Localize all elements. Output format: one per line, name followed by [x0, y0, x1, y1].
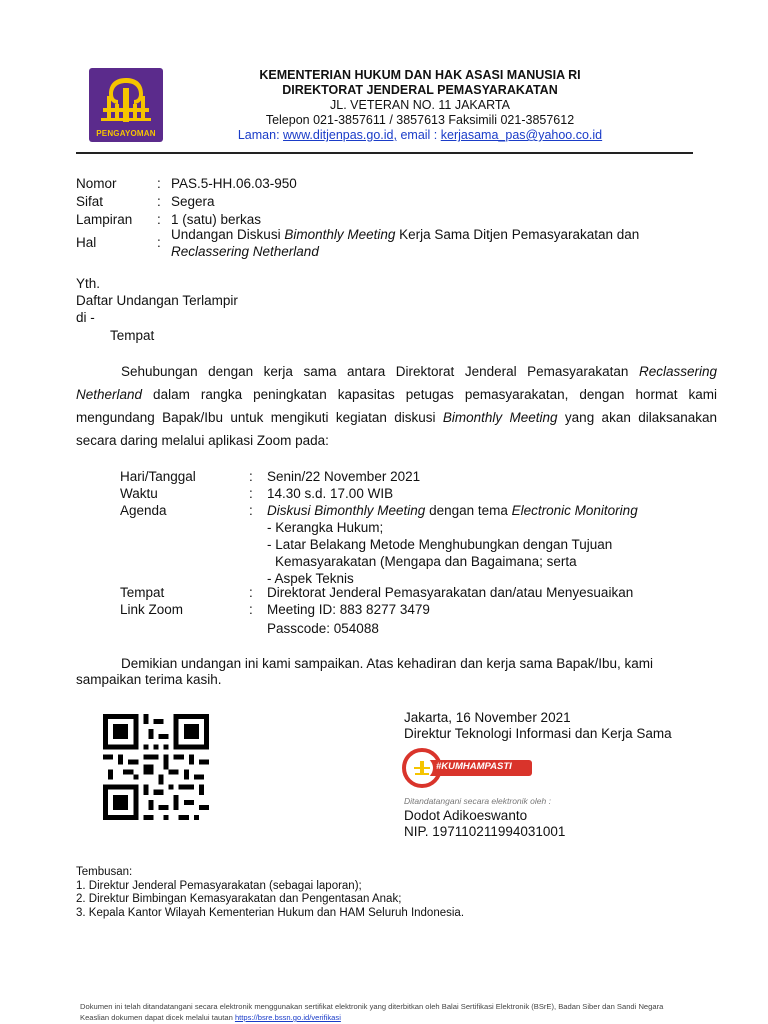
- agenda-item: - Latar Belakang Metode Menghubungkan dengan Tujuan: [267, 537, 613, 552]
- hal-label: Hal: [76, 235, 97, 250]
- footer-line-1: Dokumen ini telah ditandatangani secara elektronik menggunakan sertifikat elektronik yang diterbitkan oleh Balai Sertifikasi Elektronik (BSrE), Badan Siber dan Sandi Negara: [80, 1002, 664, 1011]
- bsre-verify-link[interactable]: https://bsre.bssn.go.id/verifikasi: [234, 1013, 341, 1022]
- ministry-logo: [89, 68, 163, 142]
- lampiran-value: 1 (satu) berkas: [171, 212, 262, 227]
- waktu-value: 14.30 s.d. 17.00 WIB: [267, 486, 394, 501]
- agenda-item: - Aspek Teknis: [267, 571, 354, 586]
- p1-a: Sehubungan dengan kerja sama antara Direktorat Jenderal Pemasyarakatan: [121, 364, 639, 379]
- agenda-c: Electronic Monitoring: [511, 503, 638, 518]
- footer-line-2: [80, 1012, 710, 1023]
- hari-label: Hari/Tanggal: [120, 469, 196, 484]
- signer-name: Dodot Adikoeswanto: [404, 808, 528, 823]
- nomor-value: PAS.5-HH.06.03-950: [171, 176, 297, 191]
- web-email-line: [170, 128, 670, 143]
- stamp-text: #KUMHAMPASTI: [436, 761, 512, 772]
- tembusan-item: 3. Kepala Kantor Wilayah Kementerian Hukum dan HAM Seluruh Indonesia.: [76, 906, 465, 919]
- closing-line-2: sampaikan terima kasih.: [76, 672, 222, 687]
- hal-text-a: Undangan Diskusi: [171, 227, 285, 242]
- hari-value: Senin/22 November 2021: [267, 469, 421, 484]
- waktu-label: Waktu: [120, 486, 158, 501]
- agenda-item-cont: Kemasyarakatan (Mengapa dan Bagaimana; serta: [275, 554, 577, 569]
- nomor-colon: :: [157, 176, 161, 191]
- zoom-colon: :: [249, 602, 253, 617]
- zoom-passcode: Passcode: 054088: [267, 621, 379, 636]
- signer-nip: NIP. 197110211994031001: [404, 824, 566, 839]
- p1-c: dalam rangka peningkatan kapasitas petugas pemasyarakatan, dengan hormat kami mengundang Bapak/Ibu untuk mengikuti kegiatan diskusi: [76, 387, 717, 425]
- tempat-label: Tempat: [120, 585, 165, 600]
- laman-label: Laman:: [237, 128, 280, 142]
- tembusan-item: 1. Direktur Jenderal Pemasyarakatan (sebagai laporan);: [76, 879, 362, 892]
- nomor-label: Nomor: [76, 176, 117, 191]
- agenda-colon: :: [249, 503, 253, 518]
- hal-text-c: Kerja Sama Ditjen Pemasyarakatan dan: [395, 227, 640, 242]
- signature-title: Direktur Teknologi Informasi dan Kerja Sama: [404, 726, 672, 741]
- signed-note: Ditandatangani secara elektronik oleh :: [404, 796, 551, 806]
- agenda-label: Agenda: [120, 503, 167, 518]
- tembusan: [76, 866, 464, 920]
- tembusan-item: 2. Direktur Bimbingan Kemasyarakatan dan Pengentasan Anak;: [76, 893, 402, 905]
- agenda-value: [267, 502, 707, 587]
- agenda-a: Diskusi Bimonthly Meeting: [267, 503, 426, 518]
- sifat-colon: :: [157, 194, 161, 209]
- header-divider: [76, 152, 693, 154]
- sifat-label: Sifat: [76, 194, 104, 209]
- tempat-colon: :: [249, 585, 253, 600]
- sifat-value: Segera: [171, 194, 215, 209]
- agenda-b: dengan tema: [425, 503, 512, 518]
- yth: Yth.: [76, 276, 101, 291]
- zoom-meeting-id: Meeting ID: 883 8277 3479: [267, 602, 430, 617]
- footer-text: Keaslian dokumen dapat dicek melalui tautan: [80, 1013, 235, 1022]
- daftar-undangan: Daftar Undangan Terlampir: [76, 293, 238, 308]
- closing-line-1: Demikian undangan ini kami sampaikan. Atas kehadiran dan kerja sama Bapak/Ibu, kami: [121, 656, 654, 671]
- email-label: email :: [396, 128, 441, 142]
- address-line: JL. VETERAN NO. 11 JAKARTA: [330, 98, 510, 112]
- hal-colon: :: [157, 235, 161, 250]
- logo-label: PENGAYOMAN: [96, 129, 156, 138]
- kumhampasti-stamp: [402, 748, 536, 788]
- lampiran-colon: :: [157, 212, 161, 227]
- signature-place-date: Jakarta, 16 November 2021: [404, 710, 571, 725]
- directorate-name: DIREKTORAT JENDERAL PEMASYARAKATAN: [282, 83, 558, 97]
- ministry-name: KEMENTERIAN HUKUM DAN HAK ASASI MANUSIA RI: [259, 68, 581, 82]
- p1-e: yang akan dilaksanakan secara daring melalui aplikasi Zoom pada:: [76, 410, 717, 448]
- phone-line: Telepon 021-3857611 / 3857613 Faksimili 021-3857612: [265, 113, 575, 127]
- qr-code: [103, 714, 209, 820]
- email-link[interactable]: kerjasama_pas@yahoo.co.id: [440, 128, 603, 142]
- di: di -: [76, 310, 95, 325]
- p1-d: Bimonthly Meeting: [442, 410, 558, 425]
- opening-paragraph: [76, 360, 717, 452]
- hari-colon: :: [249, 469, 253, 484]
- waktu-colon: :: [249, 486, 253, 501]
- hal-text-d: Reclassering Netherland: [171, 244, 319, 259]
- agenda-item: - Kerangka Hukum;: [267, 520, 384, 535]
- hal-text-b: Bimonthly Meeting: [284, 227, 396, 242]
- lampiran-label: Lampiran: [76, 212, 133, 227]
- tembusan-title: Tembusan:: [76, 866, 133, 878]
- p1-b: Reclassering Netherland: [76, 364, 717, 402]
- website-link[interactable]: www.ditjenpas.go.id,: [283, 128, 397, 142]
- tempat-value: Direktorat Jenderal Pemasyarakatan dan/atau Menyesuaikan: [267, 585, 634, 600]
- tempat-address: Tempat: [110, 328, 155, 343]
- hal-value: [171, 226, 691, 260]
- zoom-label: Link Zoom: [120, 602, 184, 617]
